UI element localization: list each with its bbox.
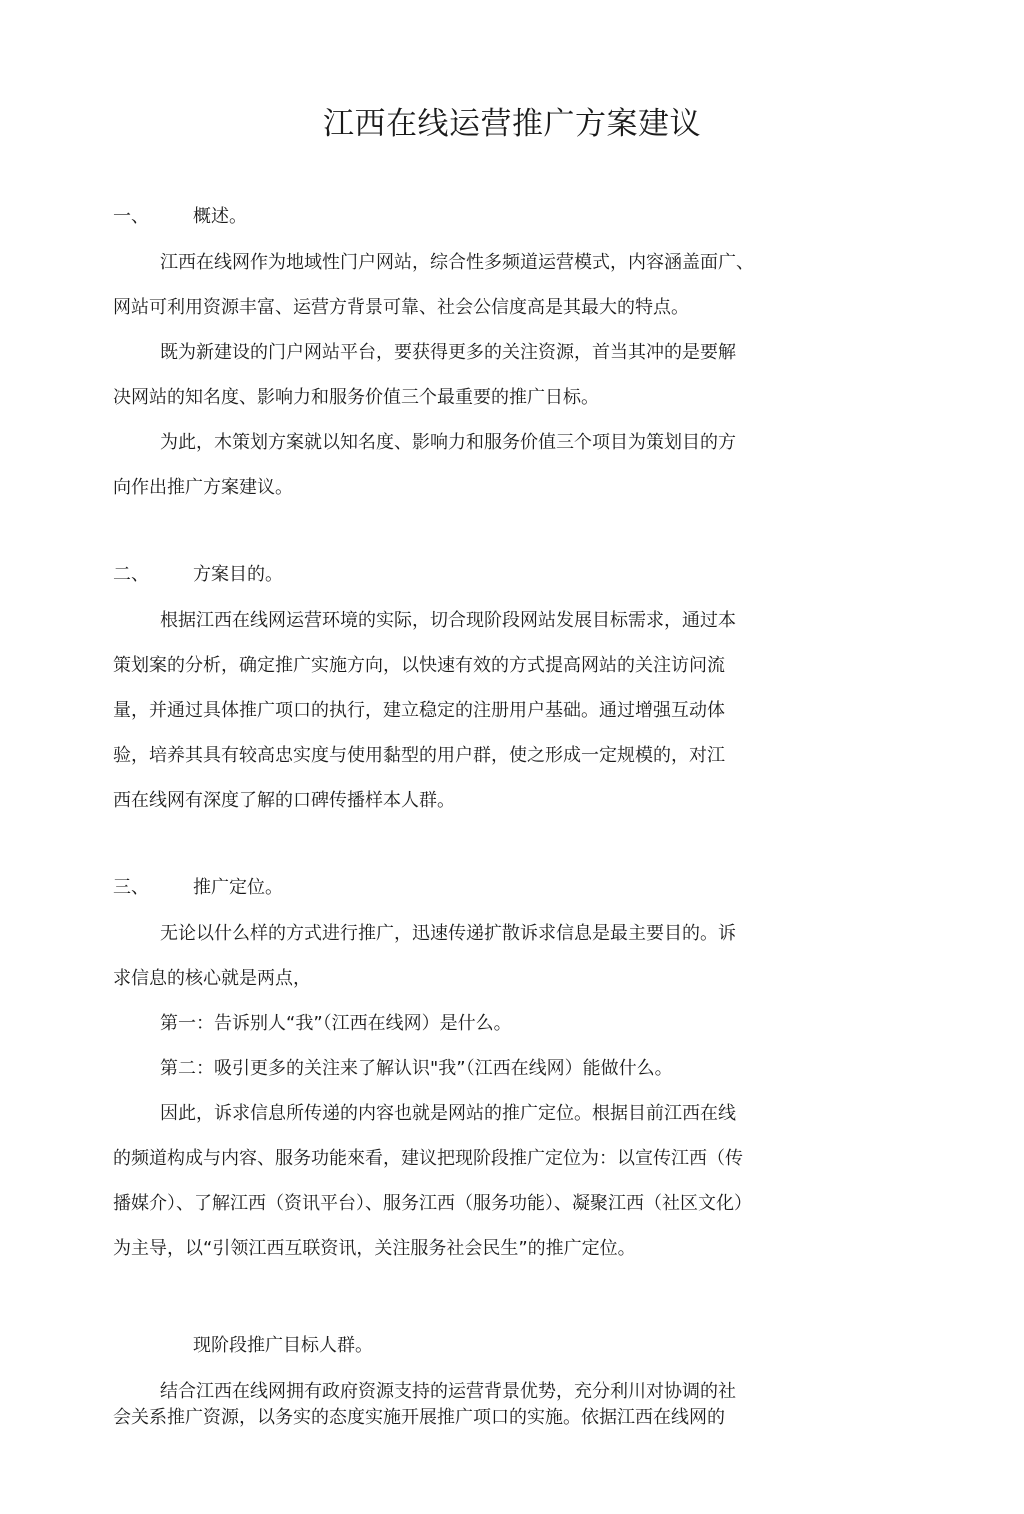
section-3-line: 无论以什么样的方式进行推广，迅速传递扩散诉求信息是最主要目的。诉	[160, 923, 736, 944]
section-1-heading: 概述。	[193, 206, 247, 227]
section-3-heading: 推广定位。	[193, 877, 283, 898]
section-1-line: 江西在线网作为地域性门户网站，综合性多频道运营模式，内容涵盖面广、	[160, 252, 754, 273]
section-4-heading: 现阶段推广目标人群。	[193, 1335, 373, 1356]
section-4-line: 结合江西在线网拥有政府资源支持的运营背景优势，充分利川对协调的社	[160, 1381, 736, 1402]
section-3-line: 为主导，以“引领江西互联资讯，关注服务社会民生”的推广定位。	[113, 1238, 636, 1259]
section-3-line: 求信息的核心就是两点，	[113, 968, 311, 989]
section-3-line: 播媒介）、了解江西（资讯平台）、服务江西（服务功能）、凝聚江西（社区文化）	[113, 1193, 752, 1214]
section-2-line: 量，并通过具体推广项口的执行，建立稳定的注册用户基础。通过增强互动体	[113, 700, 725, 721]
section-1-line: 决网站的知名度、影响力和服务价值三个最重要的推广日标。	[113, 387, 599, 408]
document-title: 江西在线运营推广方案建议	[323, 106, 701, 142]
section-2-line: 验，培养其具有较高忠实度与使用黏型的用户群，使之形成一定规模的，对江	[113, 745, 725, 766]
section-2-number: 二、	[113, 564, 149, 585]
section-3-line: 的频道构成与内容、服务功能來看，建议把现阶段推广定位为：以宣传江西（传	[113, 1148, 743, 1169]
section-2-heading: 方案目的。	[193, 564, 283, 585]
section-2-line: 根据江西在线网运营环境的实际，切合现阶段网站发展目标需求，通过本	[160, 610, 736, 631]
section-1-line: 为此，木策划方案就以知名度、影响力和服务价值三个项目为策划目的方	[160, 432, 736, 453]
section-2-line: 策划案的分析，确定推广实施方向，以快速有效的方式提高网站的关注访问流	[113, 655, 725, 676]
section-1-line: 网站可利用资源丰富、运营方背景可靠、社会公信度高是其最大的特点。	[113, 297, 689, 318]
section-3-line: 第一：告诉别人“我”（江西在线网）是什么。	[160, 1013, 512, 1034]
section-2-line: 西在线网有深度了解的口碑传播样本人群。	[113, 790, 455, 811]
section-1-line: 既为新建设的门户网站平台，要获得更多的关注资源，首当其冲的是要解	[160, 342, 736, 363]
section-3-number: 三、	[113, 877, 149, 898]
section-4-line: 会关系推广资源，以务实的态度实施开展推广项口的实施。依据江西在线网的	[113, 1407, 725, 1428]
section-1-number: 一、	[113, 206, 149, 227]
section-3-line: 因此，诉求信息所传递的内容也就是网站的推广定位。根据目前江西在线	[160, 1103, 736, 1124]
section-1-line: 向作出推广方案建议。	[113, 477, 293, 498]
section-3-line: 第二：吸引更多的关注来了解认识"我”（江西在线网）能做什么。	[160, 1058, 673, 1079]
